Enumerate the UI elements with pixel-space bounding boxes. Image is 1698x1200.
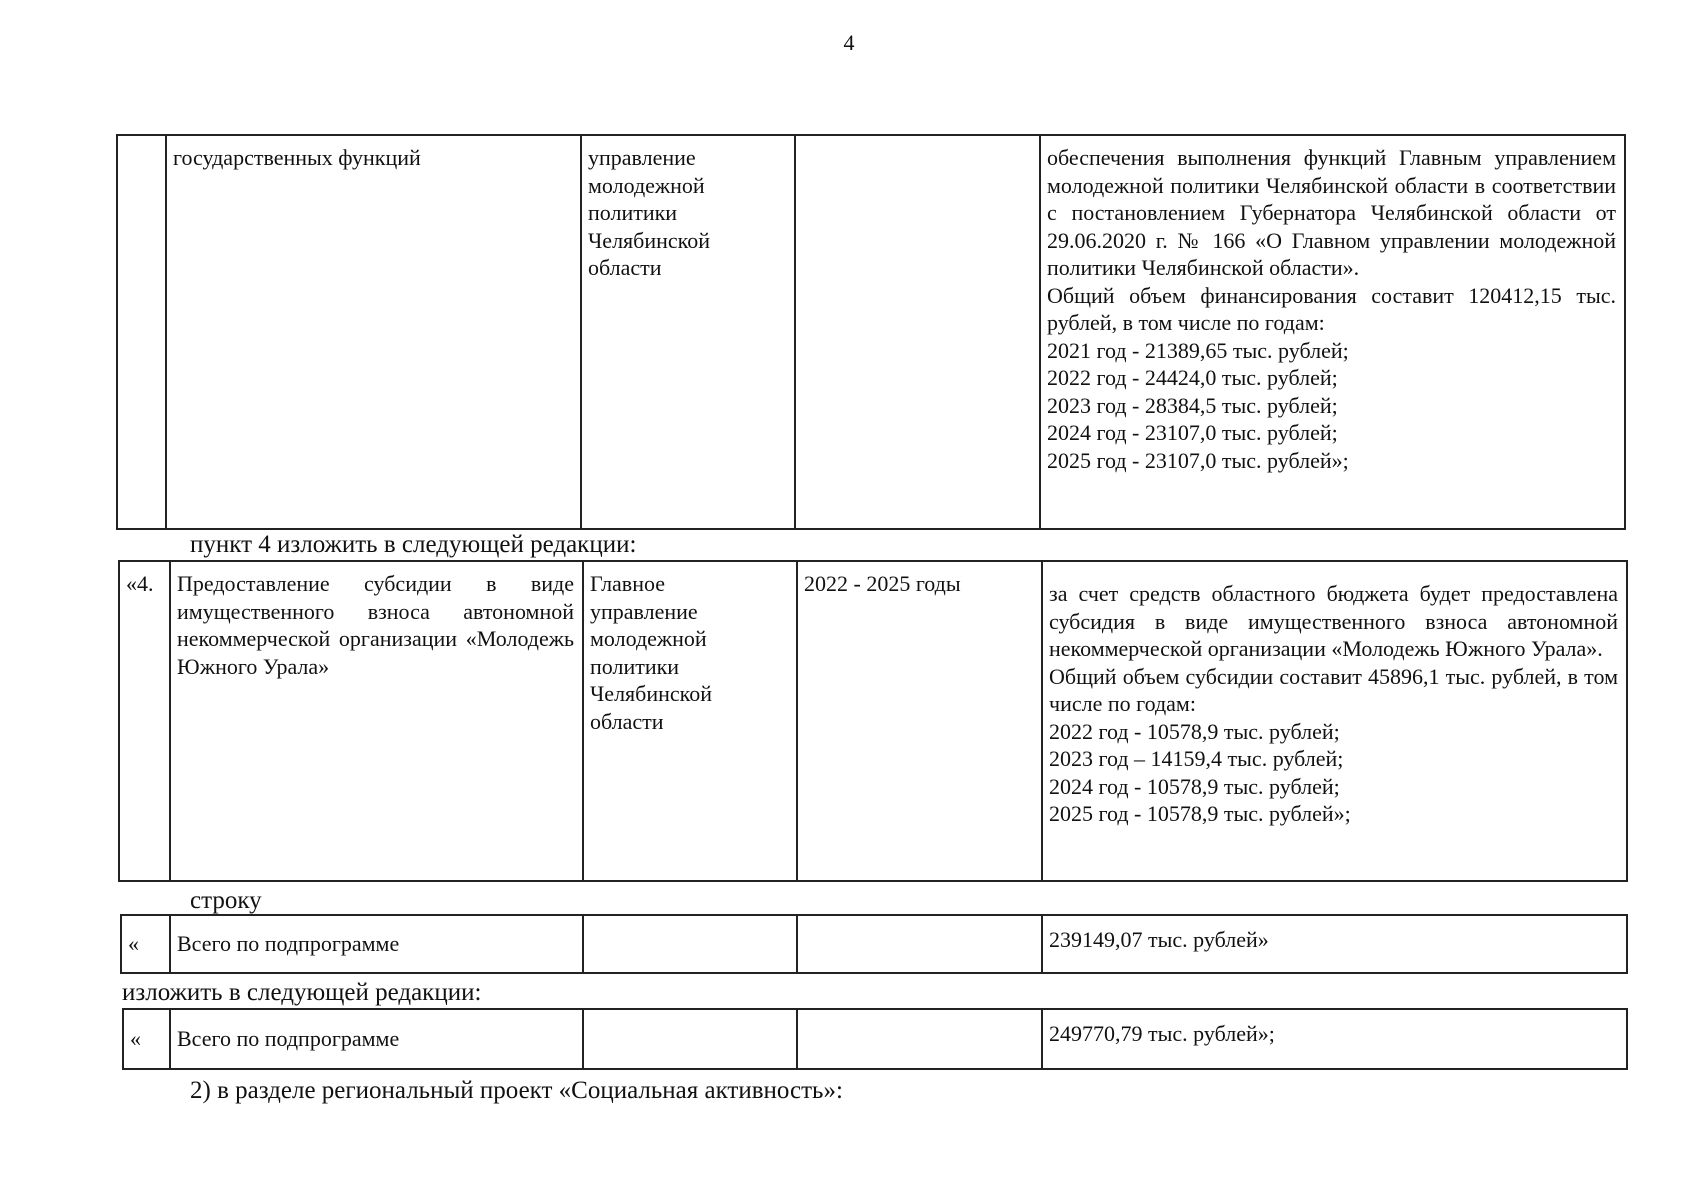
cell-mark: «	[121, 915, 170, 973]
cell-name: государственных функций	[166, 135, 581, 529]
executor-line: политики	[590, 653, 680, 679]
year-line: 2024 год - 23107,0 тыс. рублей;	[1047, 420, 1338, 445]
table-row	[119, 561, 1627, 881]
executor-line: Челябинской	[588, 227, 711, 253]
cell-executor	[581, 135, 795, 529]
table-point-4	[118, 560, 1628, 882]
total-text: Общий объем финансирования составит 120412,15 тыс. рублей, в том числе по годам:	[1047, 282, 1616, 335]
cell-period	[795, 135, 1040, 529]
cell-description	[1042, 561, 1627, 881]
year-line: 2024 год - 10578,9 тыс. рублей;	[1049, 773, 1340, 799]
cell-name: Предоставление субсидии в виде имущественного взноса автономной некоммерческой организации «Молодежь Южного Урала»	[170, 561, 583, 881]
cell-empty	[797, 915, 1042, 973]
year-line: 2021 год - 21389,65 тыс. рублей;	[1047, 337, 1349, 363]
description-text: обеспечения выполнения функций Главным управлением молодежной политики Челябинской области в соответствии с постановлением Губернатора Челябинской области от 29.06.2020 г. № 166 «О Главном управлении молодежной политики Челябинской области».	[1047, 145, 1616, 280]
year-line: 2022 год - 10578,9 тыс. рублей;	[1049, 718, 1340, 744]
total-text: Общий объем субсидии составит 45896,1 тыс. рублей, в том числе по годам:	[1049, 663, 1618, 716]
cell-executor	[583, 561, 797, 881]
executor-line: Главное	[590, 571, 666, 596]
cell-amount: 249770,79 тыс. рублей»;	[1042, 1009, 1627, 1069]
cell-period: 2022 - 2025 годы	[797, 561, 1042, 881]
executor-line: области	[590, 708, 664, 734]
instruction-text: строку	[190, 887, 262, 914]
description-text: за счет средств областного бюджета будет предоставлена субсидия в виде имущественного взноса автономной некоммерческой организации «Молодежь Южного Урала».	[1049, 581, 1618, 661]
cell-empty	[797, 1009, 1042, 1069]
cell-mark: «	[123, 1009, 170, 1069]
executor-line: управление	[588, 145, 696, 170]
cell-label: Всего по подпрограмме	[170, 1009, 583, 1069]
table-row	[117, 135, 1625, 529]
instruction-text: 2) в разделе региональный проект «Социальная активность»:	[190, 1077, 843, 1104]
cell-amount: 239149,07 тыс. рублей»	[1042, 915, 1627, 973]
table-old-total	[120, 914, 1628, 974]
cell-description	[1040, 135, 1625, 529]
cell-empty	[583, 1009, 797, 1069]
cell-number: «4.	[119, 561, 170, 881]
executor-line: молодежной	[590, 626, 707, 651]
executor-line: молодежной	[588, 172, 705, 198]
table-continuation	[116, 134, 1626, 530]
table-row	[123, 1009, 1627, 1069]
year-line: 2023 год – 14159,4 тыс. рублей;	[1049, 746, 1344, 771]
year-line: 2025 год - 10578,9 тыс. рублей»;	[1049, 801, 1351, 826]
executor-line: области	[588, 255, 662, 280]
table-row	[121, 915, 1627, 973]
instruction-text: изложить в следующей редакции:	[122, 979, 482, 1006]
executor-line: политики	[588, 200, 678, 225]
year-line: 2022 год - 24424,0 тыс. рублей;	[1047, 365, 1338, 390]
executor-line: управление	[590, 598, 698, 624]
table-new-total	[122, 1008, 1628, 1070]
cell-label: Всего по подпрограмме	[170, 915, 583, 973]
cell-empty	[583, 915, 797, 973]
cell-number	[117, 135, 166, 529]
year-line: 2023 год - 28384,5 тыс. рублей;	[1047, 392, 1338, 418]
page-number: 4	[843, 30, 855, 55]
instruction-text: пункт 4 изложить в следующей редакции:	[190, 531, 637, 558]
executor-line: Челябинской	[590, 681, 713, 706]
year-line: 2025 год - 23107,0 тыс. рублей»;	[1047, 447, 1349, 473]
